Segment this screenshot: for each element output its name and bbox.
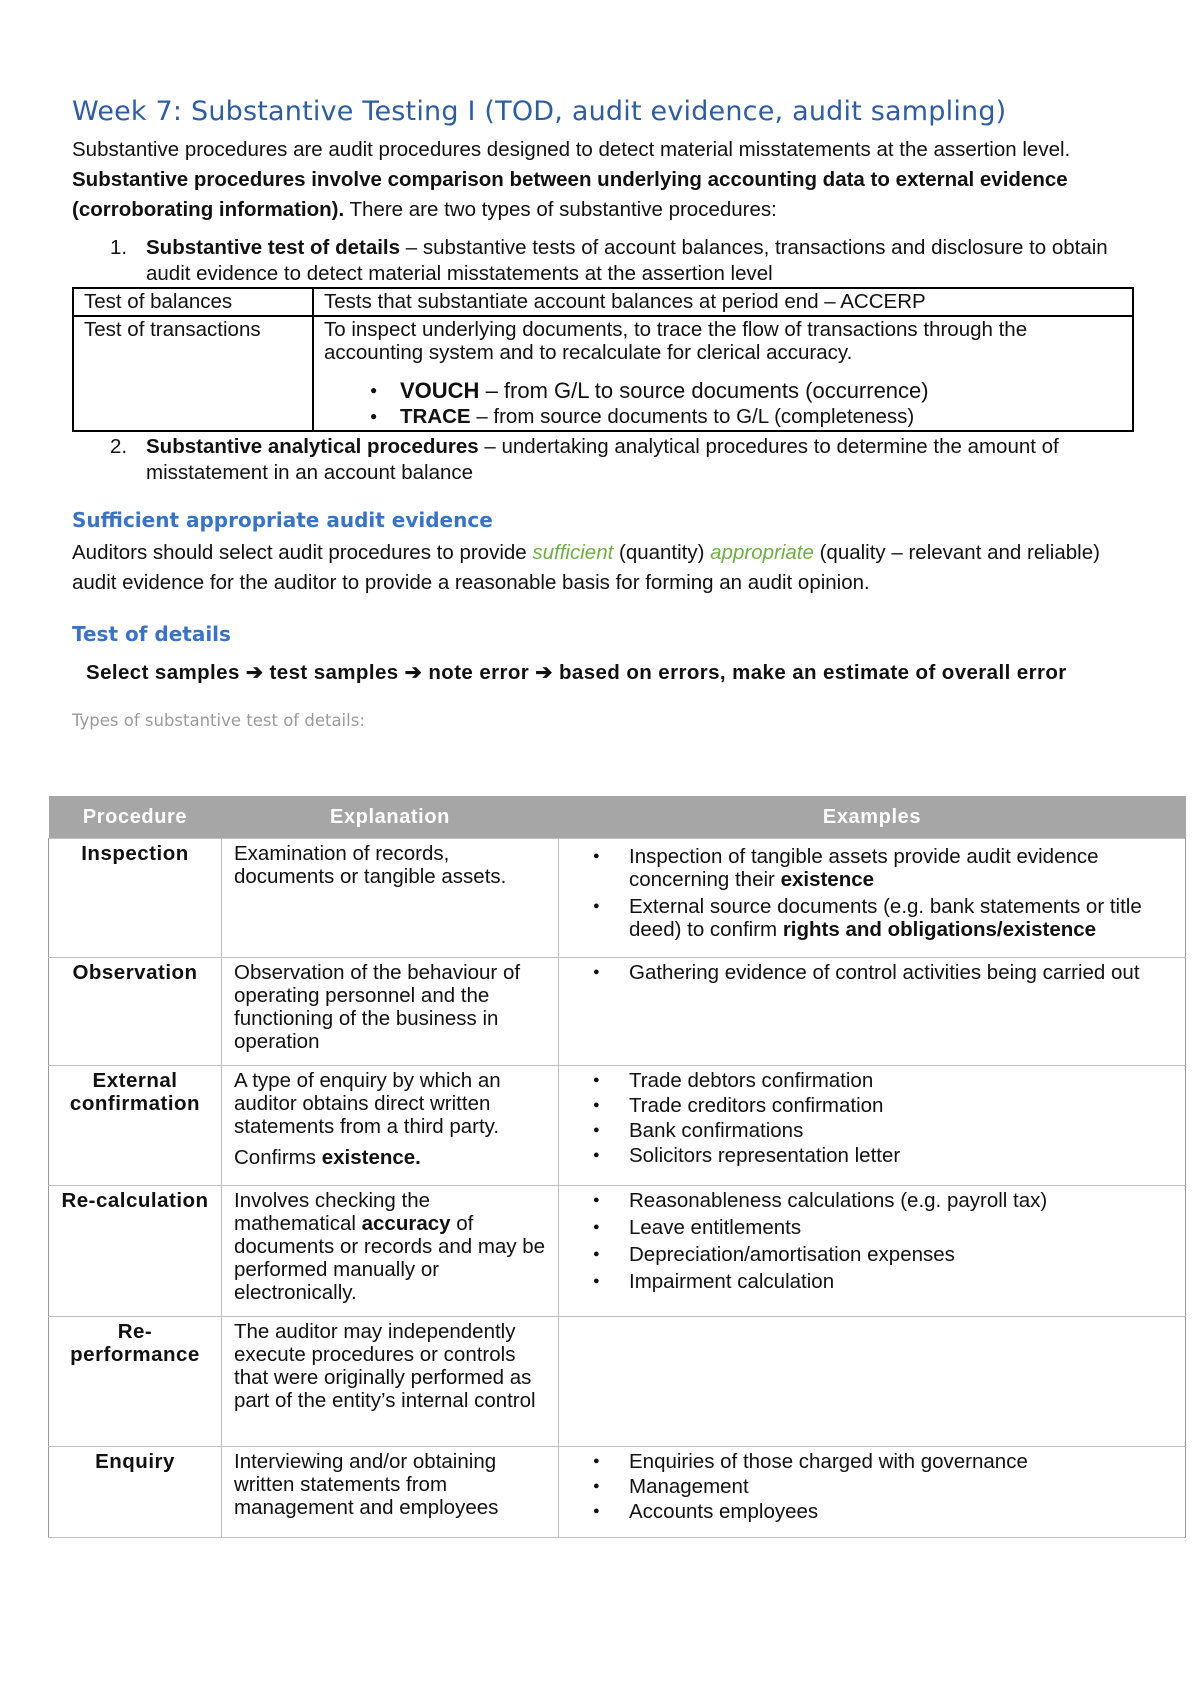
example-bold: rights and obligations/existence [782, 918, 1097, 941]
row-text: To inspect underlying documents, to trace the flow of transactions through the accounting system and to recalculate for clerical accuracy. [324, 318, 1028, 364]
intro-text-end: There are two types of substantive procedures: [349, 198, 777, 221]
list-item [364, 376, 1122, 405]
section-heading-tod: Test of details [72, 622, 231, 646]
row-cell [313, 316, 1133, 431]
step: based on errors, make an estimate of overall error [558, 661, 1067, 684]
procedure-explanation: The auditor may independently execute procedures or controls that were originally performed as part of the entity’s internal control [222, 1317, 559, 1447]
evidence-text: (quantity) [619, 541, 705, 564]
row-label: Test of balances [73, 288, 313, 316]
list-description: – undertaking analytical procedures to determine the amount of misstatement in an account balance [146, 435, 1059, 484]
example-text: External source documents (e.g. bank statements or title deed) to confirm [629, 895, 1142, 941]
explanation-text: Involves checking the mathematical [234, 1189, 431, 1235]
list-item: ● Depreciation/amortisation expenses [593, 1243, 1179, 1266]
list-item: ● Trade creditors confirmation [593, 1094, 1179, 1117]
evidence-paragraph [72, 538, 1132, 598]
explanation-bold: accuracy [361, 1212, 451, 1235]
list-item: ● Reasonableness calculations (e.g. payroll tax) [593, 1189, 1179, 1212]
procedure-explanation [222, 1066, 559, 1186]
explanation-text: of documents or records and may be performed manually or electronically. [234, 1212, 546, 1304]
table-row [49, 839, 1186, 958]
vouch-trace-list [324, 376, 1122, 428]
table-row [49, 1186, 1186, 1317]
example-text: Inspection of tangible assets provide audit evidence concerning their [629, 845, 1099, 891]
procedure-name: Re-calculation [49, 1186, 222, 1317]
procedure-explanation: Interviewing and/or obtaining written statements from management and employees [222, 1447, 559, 1538]
intro-bold-text: Substantive procedures involve comparison between underlying accounting data to external evidence (corroborating information). [72, 168, 1068, 221]
list-item: ● Solicitors representation letter [593, 1144, 1179, 1167]
list-number: 1. [110, 236, 128, 259]
procedure-name: External confirmation [49, 1066, 222, 1186]
step: note error [428, 661, 530, 684]
row-label: Test of transactions [73, 316, 313, 431]
procedure-name: Inspection [49, 839, 222, 958]
evidence-text: (quality – relevant and reliable) audit evidence for the auditor to provide a reasonable basis for forming an audit opinion. [72, 541, 1100, 594]
trace-description: – from source documents to G/L (completeness) [476, 405, 915, 428]
list-item: ● Enquiries of those charged with governance [593, 1450, 1179, 1473]
list-item: ● Accounts employees [593, 1500, 1179, 1523]
evidence-text: Auditors should select audit procedures to provide [72, 541, 527, 564]
table-row [49, 1066, 1186, 1186]
list-item: ● Impairment calculation [593, 1270, 1179, 1293]
page-title: Week 7: Substantive Testing I (TOD, audit evidence, audit sampling) [72, 96, 1007, 127]
sufficient-term: sufficient [532, 541, 614, 564]
table-row [73, 316, 1133, 431]
procedure-name: Enquiry [49, 1447, 222, 1538]
list-number: 2. [110, 435, 128, 458]
procedures-table [48, 796, 1186, 1538]
arrow-icon: ➔ [245, 661, 264, 684]
arrow-icon: ➔ [535, 661, 553, 684]
table-row [49, 1317, 1186, 1447]
example-bold: existence [780, 868, 875, 891]
procedure-explanation [222, 1186, 559, 1317]
list-item [72, 235, 1132, 287]
table-header-row [49, 796, 1186, 839]
types-caption: Types of substantive test of details: [72, 711, 365, 730]
list-item: ● Gathering evidence of control activities being carried out [593, 961, 1179, 984]
procedure-name: Observation [49, 958, 222, 1066]
vouch-description: – from G/L to source documents (occurrence) [485, 378, 929, 403]
explanation-text: A type of enquiry by which an auditor obtains direct written statements from a third party. [234, 1069, 501, 1138]
row-text: Tests that substantiate account balances at period end – ACCERP [313, 288, 1133, 316]
arrow-icon: ➔ [404, 661, 423, 684]
procedure-examples [559, 1186, 1186, 1317]
table-row [49, 958, 1186, 1066]
header-examples: Examples [559, 796, 1186, 839]
procedure-examples [559, 839, 1186, 958]
list-term: Substantive analytical procedures [146, 435, 479, 458]
list-term: Substantive test of details [146, 236, 401, 259]
procedure-types-list [72, 235, 1132, 287]
procedure-types-list-continued [72, 434, 1132, 486]
trace-term: TRACE [400, 405, 471, 428]
header-explanation: Explanation [222, 796, 559, 839]
procedure-examples [559, 1317, 1186, 1447]
header-procedure: Procedure [49, 796, 222, 839]
procedure-explanation: Observation of the behaviour of operating personnel and the functioning of the business in operation [222, 958, 559, 1066]
list-item [72, 434, 1132, 486]
list-item: ● Trade debtors confirmation [593, 1069, 1179, 1092]
list-description: – substantive tests of account balances, transactions and disclosure to obtain audit evidence to detect material misstatements at the assertion level [146, 236, 1108, 285]
procedure-explanation: Examination of records, documents or tangible assets. [222, 839, 559, 958]
confirms-bold: existence. [321, 1146, 421, 1169]
test-of-details-table [72, 287, 1134, 432]
procedure-examples [559, 1447, 1186, 1538]
list-item: ● Management [593, 1475, 1179, 1498]
confirms-line [234, 1146, 552, 1169]
list-item [593, 895, 1179, 941]
step: test samples [269, 661, 399, 684]
intro-paragraph [72, 135, 1132, 225]
list-item [593, 845, 1179, 891]
list-item: ● Leave entitlements [593, 1216, 1179, 1239]
procedure-name: Re-performance [49, 1317, 222, 1447]
list-item: ● Bank confirmations [593, 1119, 1179, 1142]
table-row [49, 1447, 1186, 1538]
procedure-examples [559, 1066, 1186, 1186]
appropriate-term: appropriate [710, 541, 814, 564]
list-item [364, 405, 1122, 428]
vouch-term: VOUCH [400, 378, 480, 403]
section-heading-evidence: Sufficient appropriate audit evidence [72, 508, 493, 532]
document-page [72, 96, 1132, 730]
confirms-text: Confirms [234, 1146, 317, 1169]
intro-text: Substantive procedures are audit procedures designed to detect material misstatements at the assertion level. [72, 138, 1071, 161]
procedure-examples [559, 958, 1186, 1066]
step: Select samples [86, 661, 240, 684]
sampling-steps [86, 660, 1132, 685]
table-row [73, 288, 1133, 316]
